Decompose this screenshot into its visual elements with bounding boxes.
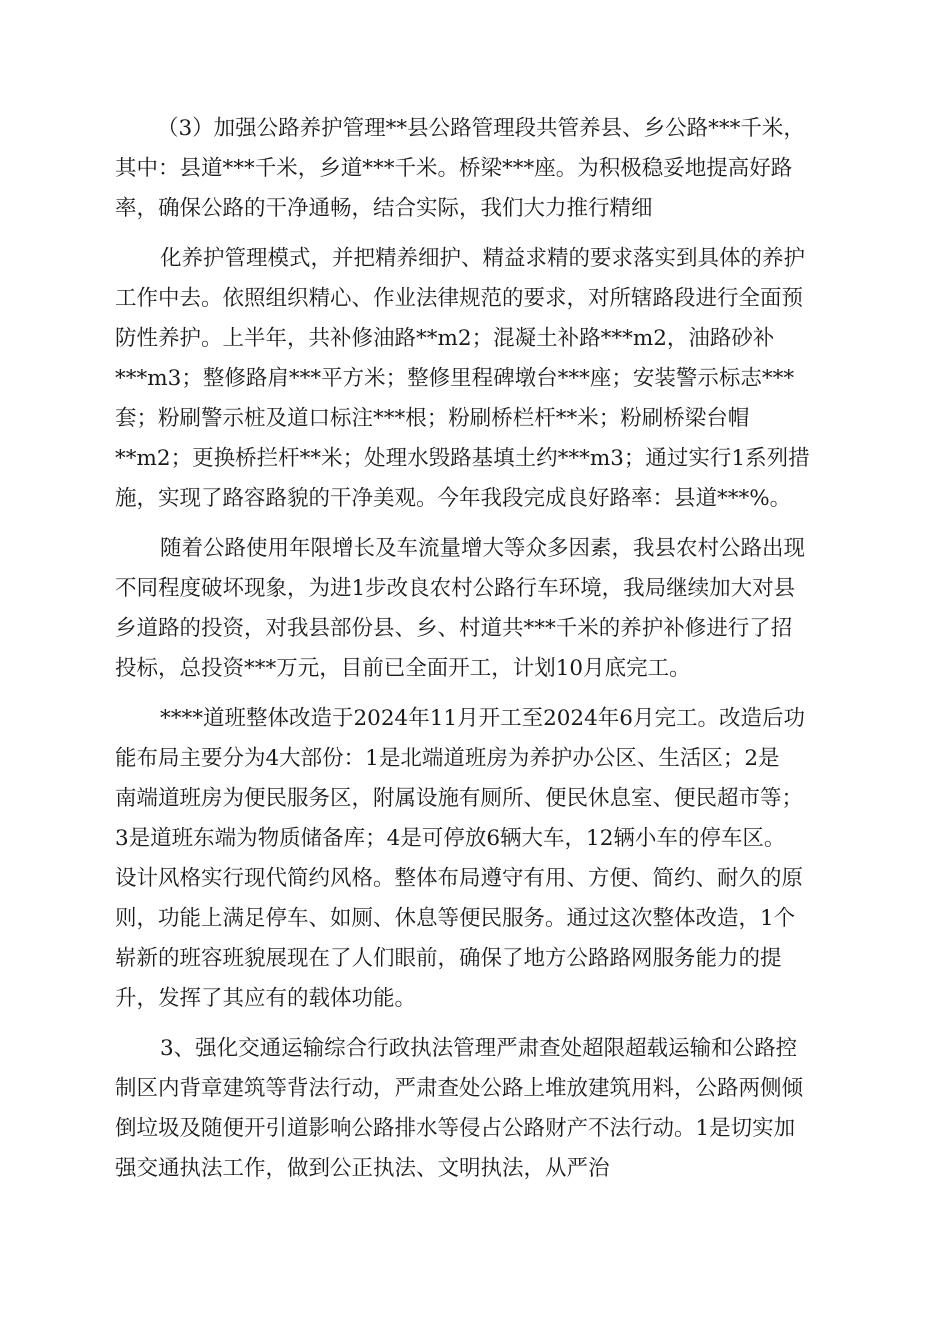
paragraph-1-line-2: 其中：县道***千米，乡道***千米。桥梁***座。为积极稳妥地提高好路 [115,156,793,181]
paragraph-1-line-1: （3）加强公路养护管理**县公路管理段共管养县、乡公路***千米， [157,116,805,141]
paragraph-5-line-2: 制区内背章建筑等背法行动，严肃查处公路上堆放建筑用料，公路两侧倾 [115,1076,804,1101]
paragraph-5-line-3: 倒垃圾及随便开引道影响公路排水等侵占公路财产不法行动。1是切实加 [115,1116,796,1141]
paragraph-4-line-8: 升，发挥了其应有的载体功能。 [115,986,417,1011]
paragraph-4-line-6: 则，功能上满足停车、如厕、休息等便民服务。通过这次整体改造，1个 [115,906,796,931]
paragraph-2-line-4: ***m3；整修路肩***平方米；整修里程碑墩台***座；安装警示标志*** [115,366,795,391]
paragraph-3-line-3: 乡道路的投资，对我县部份县、乡、村道共***千米的养护补修进行了招 [115,616,793,641]
paragraph-3-line-4: 投标，总投资***万元，目前已全面开工，计划10月底完工。 [115,656,691,681]
paragraph-4-line-5: 设计风格实行现代简约风格。整体布局遵守有用、方便、简约、耐久的原 [115,866,804,891]
paragraph-1-line-3: 率，确保公路的干净通畅，结合实际，我们大力推行精细 [115,196,653,221]
paragraph-2-line-7: 施，实现了路容路貌的干净美观。今年我段完成良好路率：县道***%。 [115,486,792,511]
paragraph-2-line-3: 防性养护。上半年，共补修油路**m2；混凝土补路***m2，油路砂补 [115,326,775,351]
paragraph-2-line-1: 化养护管理模式，并把精养细护、精益求精的要求落实到具体的养护 [160,246,806,271]
paragraph-3-line-1: 随着公路使用年限增长及车流量增大等众多因素，我县农村公路出现 [160,536,806,561]
paragraph-2-line-2: 工作中去。依照组织精心、作业法律规范的要求，对所辖路段进行全面预 [115,286,804,311]
paragraph-4-line-7: 崭新的班容班貌展现在了人们眼前，确保了地方公路路网服务能力的提 [115,946,782,971]
paragraph-5-line-4: 强交通执法工作，做到公正执法、文明执法，从严治 [115,1156,610,1181]
paragraph-5-line-1: 3、强化交通运输综合行政执法管理严肃查处超限超载运输和公路控 [160,1036,798,1061]
paragraph-2-line-6: **m2；更换桥拦杆**米；处理水毁路基填土约***m3；通过实行1系列措 [115,446,810,471]
paragraph-2-line-5: 套；粉刷警示桩及道口标注***根；粉刷桥栏杆**米；粉刷桥梁台帽 [115,406,750,431]
paragraph-3-line-2: 不同程度破坏现象，为进1步改良农村公路行车环境，我局继续加大对县 [115,576,796,601]
paragraph-4-line-2: 能布局主要分为4大部份：1是北端道班房为养护办公区、生活区；2是 [115,746,780,771]
paragraph-4-line-1: ****道班整体改造于2024年11月开工至2024年6月完工。改造后功 [160,706,805,731]
paragraph-4-line-4: 3是道班东端为物质储备库；4是可停放6辆大车，12辆小车的停车区。 [115,826,786,851]
paragraph-4-line-3: 南端道班房为便民服务区，附属设施有厕所、便民休息室、便民超市等； [115,786,804,811]
